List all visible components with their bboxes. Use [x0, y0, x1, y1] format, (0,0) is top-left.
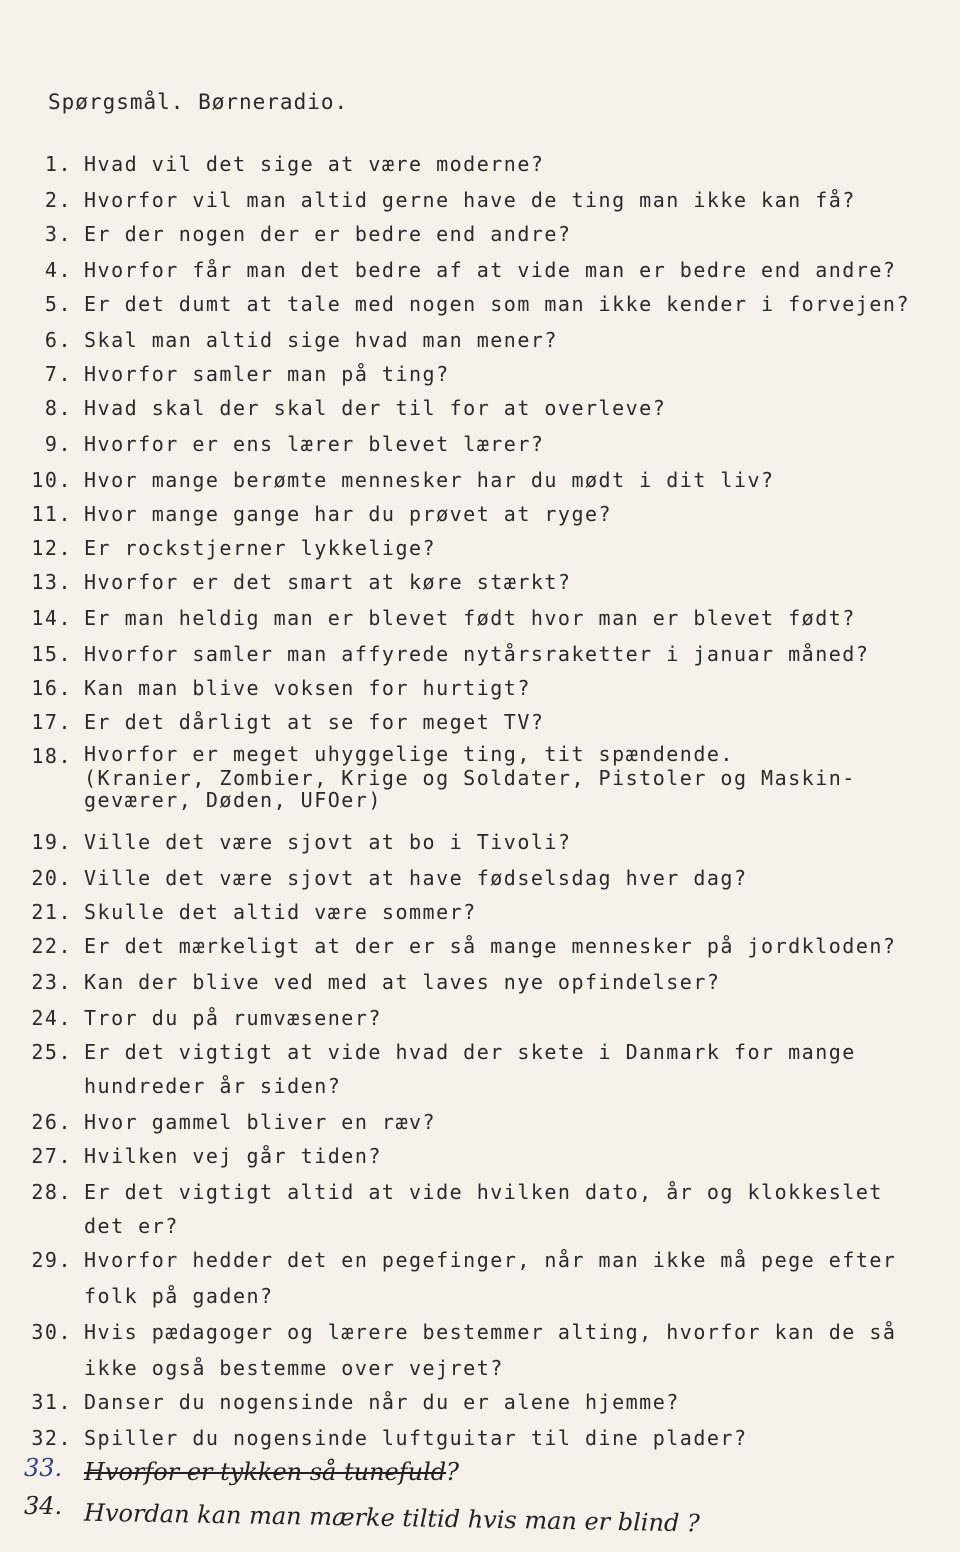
question-number: 32.	[31, 1426, 72, 1450]
question-number: 28.	[31, 1180, 72, 1204]
question-text-line: (Kranier, Zombier, Krige og Soldater, Pistoler og Maskin-	[84, 766, 856, 790]
question-number: 29.	[31, 1248, 72, 1272]
question-text: Hvor mange gange har du prøvet at ryge?	[84, 502, 613, 526]
question-number: 6.	[44, 328, 72, 352]
question-text: Er det dumt at tale med nogen som man ikke kender i forvejen?	[84, 292, 911, 316]
question-text: Hvorfor er ens lærer blevet lærer?	[84, 432, 545, 456]
question-text: Hvorfor er meget uhyggelige ting, tit spændende.	[84, 742, 734, 766]
question-text: Hvad skal der skal der til for at overleve?	[84, 396, 667, 420]
question-text: Hvilken vej går tiden?	[84, 1144, 382, 1168]
question-text: Er det dårligt at se for meget TV?	[84, 710, 545, 734]
question-text: Hvor mange berømte mennesker har du mødt i dit liv?	[84, 468, 775, 492]
question-number: 4.	[44, 258, 72, 282]
handwritten-number-34: 34.	[24, 1492, 63, 1520]
question-number: 2.	[44, 188, 72, 212]
question-number: 8.	[44, 396, 72, 420]
question-text: Er det vigtigt at vide hvad der skete i Danmark for mange	[84, 1040, 856, 1064]
question-number: 9.	[44, 432, 72, 456]
question-text: Spiller du nogensinde luftguitar til dine plader?	[84, 1426, 748, 1450]
handwritten-question-34: Hvordan kan man mærke tiltid hvis man er blind ?	[83, 1498, 701, 1538]
page-title: Spørgsmål. Børneradio.	[48, 90, 349, 114]
question-continuation: ikke også bestemme over vejret?	[84, 1356, 504, 1380]
question-text: Hvorfor er det smart at køre stærkt?	[84, 570, 572, 594]
question-number: 31.	[31, 1390, 72, 1414]
question-number: 25.	[31, 1040, 72, 1064]
question-text: Ville det være sjovt at bo i Tivoli?	[84, 830, 572, 854]
question-number: 11.	[31, 502, 72, 526]
question-mark: ?	[446, 1458, 459, 1486]
question-number: 7.	[44, 362, 72, 386]
question-number: 1.	[44, 152, 72, 176]
question-text: Hvorfor vil man altid gerne have de ting man ikke kan få?	[84, 188, 856, 212]
question-text: Hvis pædagoger og lærere bestemmer alting, hvorfor kan de så	[84, 1320, 897, 1344]
question-number: 14.	[31, 606, 72, 630]
question-continuation: det er?	[84, 1214, 179, 1238]
question-number: 19.	[31, 830, 72, 854]
question-text-line: geværer, Døden, UFOer)	[84, 788, 382, 812]
question-text: Er det vigtigt altid at vide hvilken dato, år og klokkeslet	[84, 1180, 883, 1204]
question-text: Kan man blive voksen for hurtigt?	[84, 676, 531, 700]
question-text: Er det mærkeligt at der er så mange mennesker på jordkloden?	[84, 934, 897, 958]
question-text: Skal man altid sige hvad man mener?	[84, 328, 558, 352]
question-number: 15.	[31, 642, 72, 666]
question-number: 3.	[44, 222, 72, 246]
question-number: 26.	[31, 1110, 72, 1134]
question-text: Danser du nogensinde når du er alene hjemme?	[84, 1390, 680, 1414]
question-text: Kan der blive ved med at laves nye opfindelser?	[84, 970, 721, 994]
handwritten-question-33	[84, 1458, 459, 1486]
question-text: Hvorfor får man det bedre af at vide man er bedre end andre?	[84, 258, 897, 282]
question-number: 16.	[31, 676, 72, 700]
handwritten-number-33: 33.	[24, 1454, 63, 1482]
question-continuation: folk på gaden?	[84, 1284, 274, 1308]
question-number: 27.	[31, 1144, 72, 1168]
question-number: 21.	[31, 900, 72, 924]
question-number: 13.	[31, 570, 72, 594]
question-number: 23.	[31, 970, 72, 994]
question-text: Hvorfor hedder det en pegefinger, når man ikke må pege efter	[84, 1248, 897, 1272]
question-number: 30.	[31, 1320, 72, 1344]
question-text: Hvad vil det sige at være moderne?	[84, 152, 545, 176]
question-text: Er man heldig man er blevet født hvor man er blevet født?	[84, 606, 856, 630]
question-text: Er der nogen der er bedre end andre?	[84, 222, 572, 246]
question-text: Hvorfor samler man affyrede nytårsraketter i januar måned?	[84, 642, 870, 666]
question-text: Ville det være sjovt at have fødselsdag hver dag?	[84, 866, 748, 890]
question-number: 12.	[31, 536, 72, 560]
question-text: Hvorfor samler man på ting?	[84, 362, 450, 386]
question-text: Skulle det altid være sommer?	[84, 900, 477, 924]
question-text: Hvor gammel bliver en ræv?	[84, 1110, 437, 1134]
question-number: 24.	[31, 1006, 72, 1030]
question-number: 22.	[31, 934, 72, 958]
question-number: 5.	[44, 292, 72, 316]
question-number: 18.	[31, 744, 72, 768]
struck-text: Hvorfor er tykken så tunefuld	[84, 1458, 447, 1486]
question-text: Er rockstjerner lykkelige?	[84, 536, 437, 560]
question-number: 10.	[31, 468, 72, 492]
question-number: 17.	[31, 710, 72, 734]
question-continuation: hundreder år siden?	[84, 1074, 342, 1098]
question-text: Tror du på rumvæsener?	[84, 1006, 382, 1030]
question-number: 20.	[31, 866, 72, 890]
